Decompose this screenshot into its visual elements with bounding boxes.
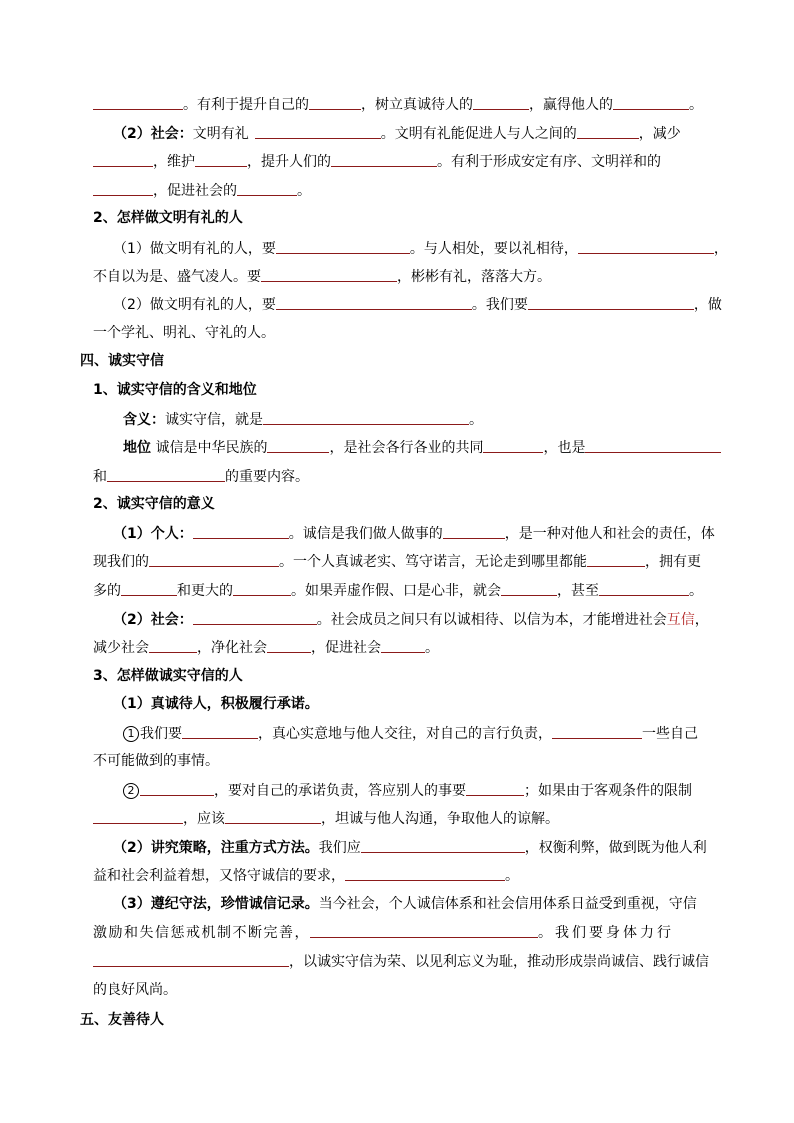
text-segment: （2）做文明有礼的人，要 [113,297,276,313]
fill-blank[interactable] [381,637,425,653]
text-line [113,894,697,914]
text-segment: 。我们要 [471,297,528,313]
text-segment: ， [713,241,728,257]
text-segment: ， [694,612,709,628]
text-segment: 一些自己 [642,726,698,742]
text-segment: ，净化社会 [197,640,267,656]
text-segment: ，促进社会 [311,640,381,656]
fill-blank[interactable] [552,723,642,739]
fill-blank[interactable] [443,523,505,539]
fill-blank[interactable] [599,580,689,596]
text-segment: ，减少 [638,126,681,142]
section-label: （1）个人： [113,526,193,542]
section-label: （2）讲究策略，注重方式方法。 [113,840,319,856]
text-segment: 。诚信是我们做人做事的 [288,526,443,542]
fill-blank[interactable] [261,266,397,282]
fill-blank[interactable] [473,94,529,110]
text-line: 一个学礼、明礼、守礼的人。 [93,325,275,341]
text-line [113,123,681,144]
fill-blank[interactable] [466,780,524,796]
fill-blank[interactable] [93,180,153,196]
text-segment: 当今社会，个人诚信体系和社会信用体系日益受到重视，守信 [318,896,697,912]
text-line [93,94,703,115]
text-segment: 。一个人真诚老实、笃守诺言，无论走到哪里都能 [279,554,587,570]
text-segment: ，应该 [183,811,225,827]
text-line [93,922,674,943]
fill-blank[interactable] [193,523,289,539]
fill-blank[interactable] [93,151,153,167]
text-segment: 。有利于提升自己的 [183,97,309,113]
subsection-heading: 1、诚实守信的含义和地位 [93,382,257,398]
text-segment: 我们要 [140,726,182,742]
text-segment: 多的 [93,583,121,599]
text-segment: 。 [505,868,519,884]
text-segment: 益和社会利益着想，又恪守诚信的要求， [93,868,345,884]
fill-blank[interactable] [267,637,311,653]
text-line [123,409,483,430]
text-line [93,266,551,287]
fill-blank[interactable] [276,238,410,254]
text-segment: 激励和失信惩戒机制不断完善， [93,925,310,941]
text-line [93,466,309,487]
fill-blank[interactable] [255,123,381,139]
fill-blank[interactable] [193,609,317,625]
section-heading: 五、友善待人 [80,1012,164,1028]
text-segment: ，甚至 [557,583,599,599]
text-line [123,437,721,458]
text-segment: ，以诚实守信为荣、以见利忘义为耻，推动形成崇尚诚信、践行诚信 [289,954,709,970]
fill-blank[interactable] [361,837,525,853]
fill-blank[interactable] [263,409,469,425]
fill-blank[interactable] [225,808,321,824]
text-line [113,523,715,544]
text-line: （1）真诚待人，积极履行承诺。 [113,696,319,712]
text-line [93,808,559,829]
fill-blank[interactable] [93,808,183,824]
fill-blank[interactable] [93,94,183,110]
section-heading: 四、诚实守信 [80,353,164,369]
text-line [113,238,728,259]
text-line [93,151,661,172]
term-label: 含义： [123,412,165,428]
fill-blank[interactable] [483,437,543,453]
term-label: 地位 [123,440,151,456]
circled-number: 1 [123,726,139,742]
fill-blank[interactable] [276,294,472,310]
text-segment: 我们应 [318,840,361,856]
text-line [113,609,709,630]
text-segment: 。有利于形成安定有序、文明祥和的 [437,154,661,170]
fill-blank[interactable] [149,637,197,653]
section-label: （3）遵纪守法，珍惜诚信记录。 [113,896,319,912]
text-segment: ，提升人们的 [247,154,331,170]
text-segment: 诚实守信，就是 [165,412,263,428]
text-segment: ，维护 [153,154,195,170]
fill-blank[interactable] [585,437,721,453]
fill-blank[interactable] [267,437,329,453]
text-segment: ，也是 [543,440,586,456]
fill-blank[interactable] [577,123,639,139]
text-segment: ，要对自己的承诺负责，答应别人的事要 [214,783,466,799]
fill-blank[interactable] [578,238,714,254]
text-segment: ，是社会各行各业的共同 [329,440,484,456]
section-label: （2）社会： [113,612,193,628]
text-line [113,837,707,858]
text-segment: 。与人相处，要以礼相待， [409,241,578,257]
fill-blank[interactable] [501,580,557,596]
text-segment: ，权衡利弊，做到既为他人利 [524,840,707,856]
fill-blank[interactable] [121,580,177,596]
text-line [93,180,311,201]
text-line [93,865,519,886]
text-segment: （1）做文明有礼的人，要 [113,241,276,257]
fill-blank[interactable] [310,922,538,938]
text-segment: ，树立真诚待人的 [361,97,473,113]
text-segment: 文明有礼 [192,126,249,142]
text-segment: 。 [469,412,483,428]
text-segment: ，做 [693,297,722,313]
subsection-heading: 3、怎样做诚实守信的人 [93,668,243,684]
text-segment: ，真心实意地与他人交往，对自己的言行负责， [258,726,552,742]
text-segment: ，彬彬有礼，落落大方。 [397,269,551,285]
fill-blank[interactable] [107,466,225,482]
circled-number: 2 [123,783,139,799]
text-line [93,951,709,972]
text-segment: ，是一种对他人和社会的责任，体 [504,526,715,542]
fill-blank[interactable] [309,94,361,110]
text-segment: 减少社会 [93,640,149,656]
text-segment: 。我们要身体力行 [538,925,674,941]
text-segment: 。社会成员之间只有以诚相待、以信为本，才能增进社会 [316,612,667,628]
fill-blank[interactable] [93,951,289,967]
text-segment: 。 [425,640,439,656]
fill-blank[interactable] [140,780,214,796]
text-segment: 。 [689,583,703,599]
highlighted-term: 互信 [666,612,695,628]
text-segment: 诚信是中华民族的 [151,440,268,456]
fill-blank[interactable] [613,94,689,110]
fill-blank[interactable] [182,723,258,739]
text-line [113,294,722,315]
text-segment: ，促进社会的 [153,183,237,199]
text-segment: 。如果弄虚作假、口是心非，就会 [291,583,501,599]
text-line [123,780,692,801]
text-segment: ，拥有更 [645,554,701,570]
fill-blank[interactable] [233,580,291,596]
text-line [93,580,703,601]
text-line: 的良好风尚。 [93,982,177,998]
text-line [123,723,698,744]
text-segment: 现我们的 [93,554,149,570]
text-line [93,637,439,658]
subsection-heading: 2、怎样做文明有礼的人 [93,210,243,226]
text-line [93,551,701,572]
section-label: （2）社会： [113,126,193,142]
text-segment: 。 [297,183,311,199]
fill-blank[interactable] [237,180,297,196]
fill-blank[interactable] [587,551,645,567]
text-segment: 。 [689,97,703,113]
fill-blank[interactable] [331,151,437,167]
subsection-heading: 2、诚实守信的意义 [93,496,215,512]
text-segment: ，赢得他人的 [529,97,613,113]
fill-blank[interactable] [195,151,247,167]
text-segment: ，坦诚与他人沟通，争取他人的谅解。 [321,811,559,827]
text-segment: 和更大的 [177,583,233,599]
text-line: 不可能做到的事情。 [93,753,219,769]
text-segment: ；如果由于客观条件的限制 [524,783,692,799]
fill-blank[interactable] [149,551,279,567]
text-segment: 。文明有礼能促进人与人之间的 [380,126,577,142]
fill-blank[interactable] [528,294,694,310]
text-segment: 不自以为是、盛气凌人。要 [93,269,261,285]
text-segment: 的重要内容。 [225,469,309,485]
fill-blank[interactable] [345,865,505,881]
text-segment: 和 [93,469,107,485]
